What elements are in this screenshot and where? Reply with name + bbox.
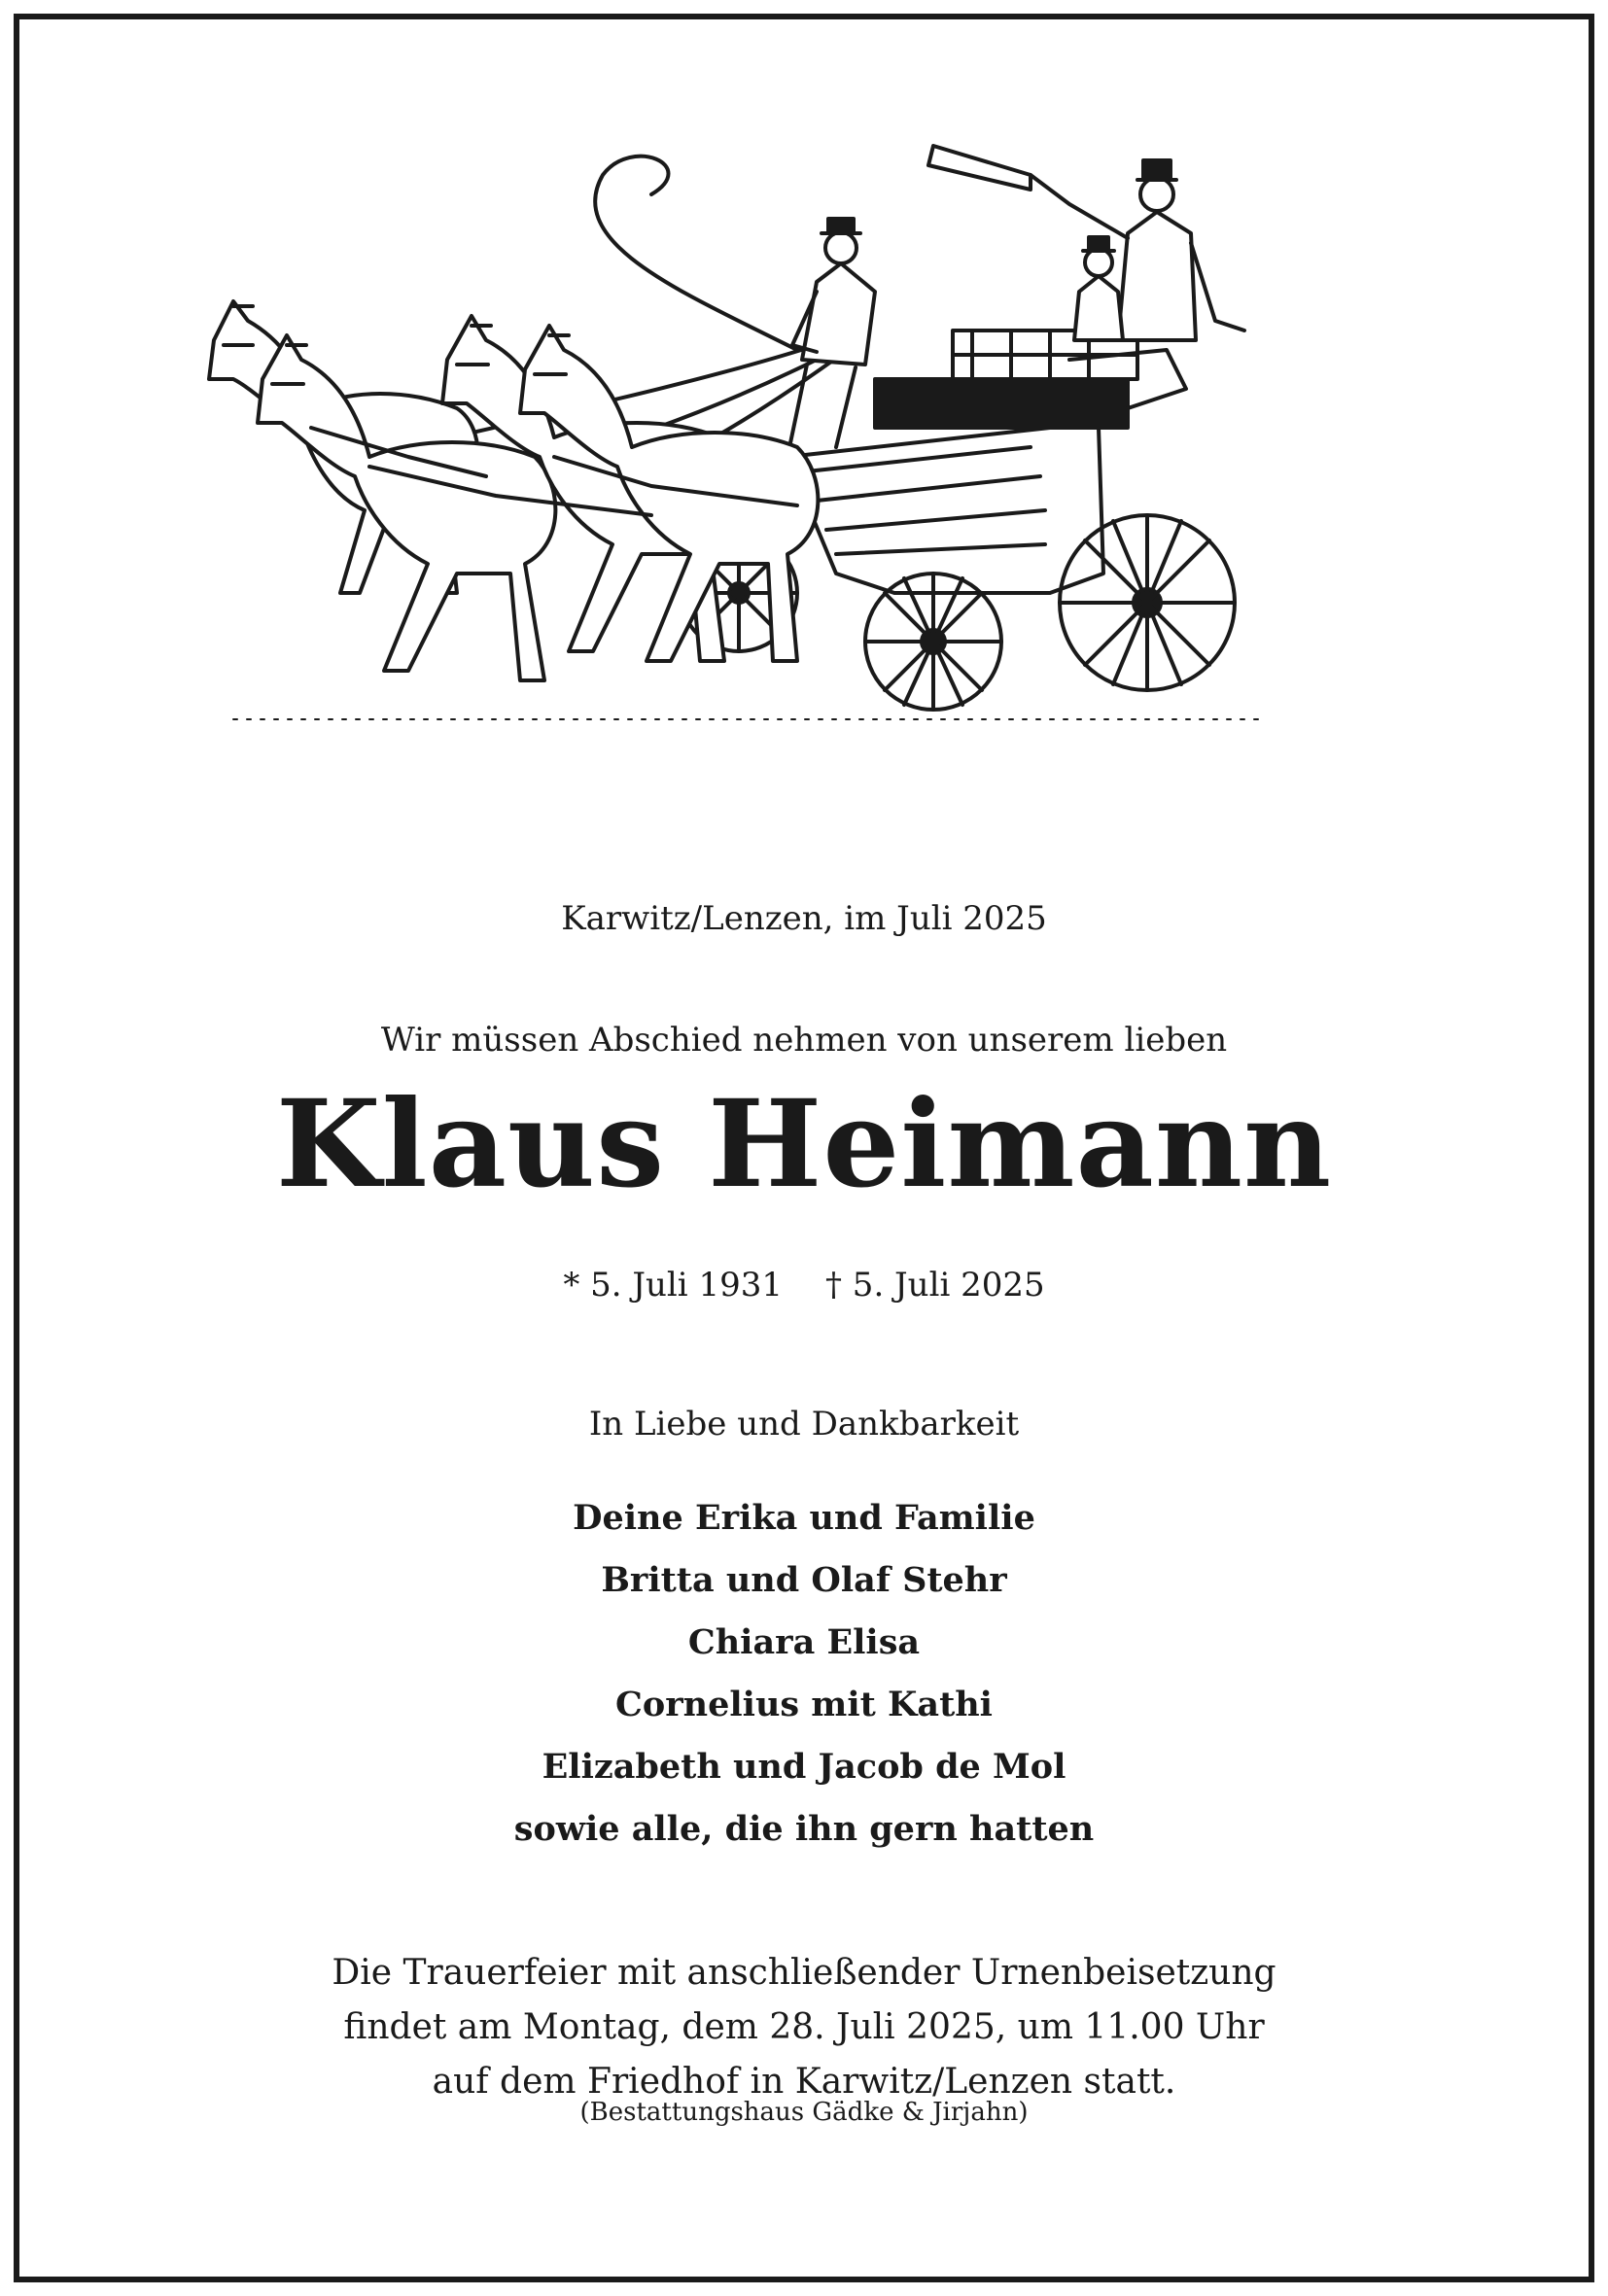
- mourners-list: [0, 1487, 1608, 1861]
- life-dates: [0, 1266, 1608, 1305]
- service-info: [0, 1946, 1608, 2109]
- deceased-name: Klaus Heimann: [275, 1074, 1333, 1215]
- mourner-line: Deine Erika und Familie: [573, 1498, 1035, 1538]
- mourner-line: Cornelius mit Kathi: [615, 1685, 993, 1724]
- place-date: Karwitz/Lenzen, im Juli 2025: [561, 899, 1047, 938]
- mourner-line: Chiara Elisa: [687, 1622, 921, 1662]
- closing-text: In Liebe und Dankbarkeit: [588, 1405, 1020, 1444]
- mourner-line: Elizabeth und Jacob de Mol: [542, 1747, 1066, 1787]
- service-line: auf dem Friedhof in Karwitz/Lenzen statt.: [432, 2062, 1176, 2102]
- death-date: † 5. Juli 2025: [825, 1266, 1045, 1305]
- intro-text: Wir müssen Abschied nehmen von unserem lieben: [380, 1021, 1228, 1060]
- mourner-line: Britta und Olaf Stehr: [601, 1560, 1007, 1600]
- birth-date: * 5. Juli 1931: [563, 1266, 783, 1305]
- horse-drawn-carriage-icon: [194, 136, 1419, 836]
- mourner-line: sowie alle, die ihn gern hatten: [513, 1809, 1095, 1849]
- undertaker-credit: (Bestattungshaus Gädke & Jirjahn): [579, 2098, 1029, 2127]
- service-line: Die Trauerfeier mit anschließender Urnenbeisetzung: [332, 1953, 1276, 1993]
- service-line: findet am Montag, dem 28. Juli 2025, um 11.00 Uhr: [343, 2007, 1265, 2047]
